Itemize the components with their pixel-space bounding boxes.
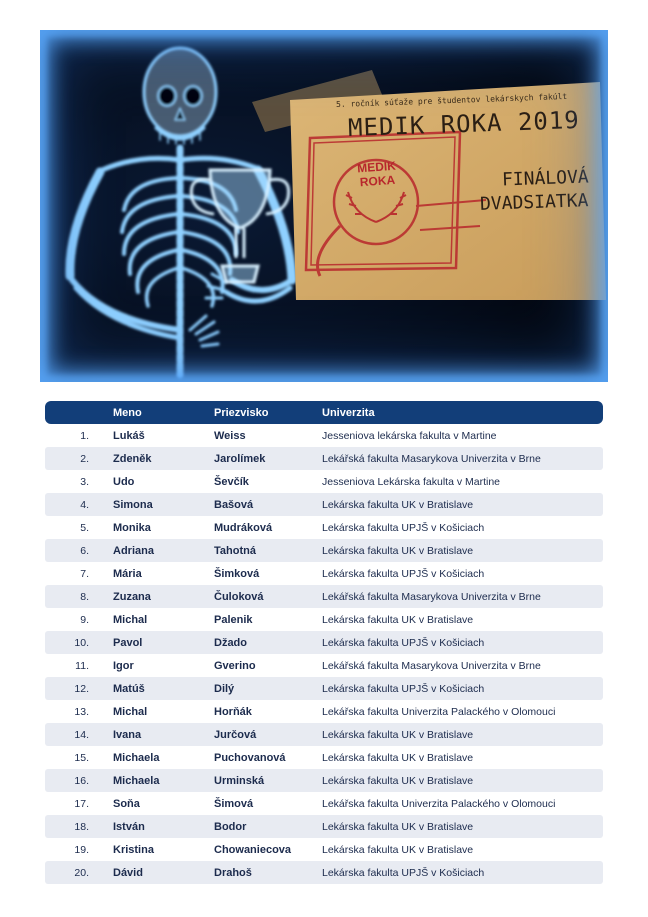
table-body [45,424,603,884]
university-cell: Jesseniova lekárska fakulta v Martine [311,424,603,447]
last-name-cell: Jarolímek [203,447,311,470]
first-name-cell: Matúš [101,677,203,700]
last-name-cell: Weiss [203,424,311,447]
rank-cell: 13. [45,700,101,723]
rank-cell: 1. [45,424,101,447]
university-cell: Lekárska fakulta UPJŠ v Košiciach [311,516,603,539]
university-cell: Jesseniova Lekárska fakulta v Martine [311,470,603,493]
rank-cell: 15. [45,746,101,769]
university-cell: Lekárska fakulta UPJŠ v Košiciach [311,562,603,585]
table-row [45,470,603,493]
stamp-line-2: ROKA [359,172,396,190]
table-row [45,585,603,608]
rank-cell: 9. [45,608,101,631]
table-row [45,654,603,677]
university-cell: Lekárska fakulta UPJŠ v Košiciach [311,631,603,654]
header-university: Univerzita [311,401,603,424]
rank-cell: 18. [45,815,101,838]
university-cell: Lekářská fakulta Masarykova Univerzita v Brne [311,585,603,608]
table-row [45,493,603,516]
university-cell: Lekářská fakulta Masarykova Univerzita v Brne [311,654,603,677]
university-cell: Lekárska fakulta UK v Bratislave [311,769,603,792]
stamp-logo [347,158,407,190]
table-row [45,539,603,562]
table-row [45,608,603,631]
table-row [45,677,603,700]
table-row [45,746,603,769]
university-cell: Lekárska fakulta UK v Bratislave [311,815,603,838]
university-cell: Lekárska fakulta UPJŠ v Košiciach [311,677,603,700]
rank-cell: 8. [45,585,101,608]
rank-cell: 3. [45,470,101,493]
university-cell: Lekárska fakulta UK v Bratislave [311,493,603,516]
last-name-cell: Urminská [203,769,311,792]
table-row [45,516,603,539]
rank-cell: 11. [45,654,101,677]
heading-line-1: FINÁLOVÁ [501,166,590,191]
last-name-cell: Ševčík [203,470,311,493]
rank-cell: 5. [45,516,101,539]
first-name-cell: Mária [101,562,203,585]
first-name-cell: Monika [101,516,203,539]
university-cell: Lekárska fakulta UK v Bratislave [311,723,603,746]
banner-subtitle: 5. ročník súťaže pre študentov lekárskych fakúlt [335,91,568,110]
last-name-cell: Bodor [203,815,311,838]
rank-cell: 17. [45,792,101,815]
stamp-line-1: MEDIK [356,158,397,176]
last-name-cell: Džado [203,631,311,654]
last-name-cell: Jurčová [203,723,311,746]
table-row [45,447,603,470]
university-cell: Lekářská fakulta Masarykova Univerzita v Brne [311,447,603,470]
university-cell: Lekárska fakulta UK v Bratislave [311,838,603,861]
first-name-cell: Dávid [101,861,203,884]
last-name-cell: Chowaniecova [203,838,311,861]
last-name-cell: Tahotná [203,539,311,562]
university-cell: Lekářska fakulta Univerzita Palackého v Olomouci [311,792,603,815]
header-last-name: Priezvisko [203,401,311,424]
rank-cell: 19. [45,838,101,861]
rank-cell: 16. [45,769,101,792]
first-name-cell: Udo [101,470,203,493]
last-name-cell: Mudráková [203,516,311,539]
first-name-cell: Zuzana [101,585,203,608]
rank-cell: 4. [45,493,101,516]
university-cell: Lekárska fakulta UPJŠ v Košiciach [311,861,603,884]
university-cell: Lekárska fakulta UK v Bratislave [311,746,603,769]
last-name-cell: Bašová [203,493,311,516]
table-row [45,723,603,746]
table-row [45,815,603,838]
header-row [45,401,603,424]
table-row [45,792,603,815]
last-name-cell: Puchovanová [203,746,311,769]
first-name-cell: Michaela [101,769,203,792]
hero-xray-image [40,30,608,382]
last-name-cell: Gverino [203,654,311,677]
rank-cell: 14. [45,723,101,746]
first-name-cell: Adriana [101,539,203,562]
first-name-cell: Kristina [101,838,203,861]
table-header [45,401,603,424]
university-cell: Lekářska fakulta Univerzita Palackého v Olomouci [311,700,603,723]
university-cell: Lekárska fakulta UK v Bratislave [311,608,603,631]
first-name-cell: Lukáš [101,424,203,447]
table-row [45,631,603,654]
table-row [45,562,603,585]
table-row [45,700,603,723]
table-row [45,424,603,447]
first-name-cell: Igor [101,654,203,677]
first-name-cell: István [101,815,203,838]
rank-cell: 6. [45,539,101,562]
last-name-cell: Šimová [203,792,311,815]
heading-line-2: DVADSIATKA [479,190,589,215]
rank-cell: 20. [45,861,101,884]
last-name-cell: Čuloková [203,585,311,608]
banner-title: MEDIK ROKA 2019 [347,105,581,143]
first-name-cell: Pavol [101,631,203,654]
last-name-cell: Horňák [203,700,311,723]
finalists-table-wrapper [45,401,603,884]
first-name-cell: Simona [101,493,203,516]
rank-cell: 7. [45,562,101,585]
table-row [45,769,603,792]
first-name-cell: Michal [101,608,203,631]
rank-cell: 12. [45,677,101,700]
last-name-cell: Dilý [203,677,311,700]
first-name-cell: Ivana [101,723,203,746]
header-rank [45,401,101,424]
university-cell: Lekárska fakulta UK v Bratislave [311,539,603,562]
last-name-cell: Šimková [203,562,311,585]
rank-cell: 10. [45,631,101,654]
first-name-cell: Zdeněk [101,447,203,470]
first-name-cell: Michal [101,700,203,723]
last-name-cell: Palenik [203,608,311,631]
finalists-table [45,401,603,884]
last-name-cell: Drahoš [203,861,311,884]
rank-cell: 2. [45,447,101,470]
table-row [45,861,603,884]
first-name-cell: Soňa [101,792,203,815]
header-first-name: Meno [101,401,203,424]
first-name-cell: Michaela [101,746,203,769]
table-row [45,838,603,861]
